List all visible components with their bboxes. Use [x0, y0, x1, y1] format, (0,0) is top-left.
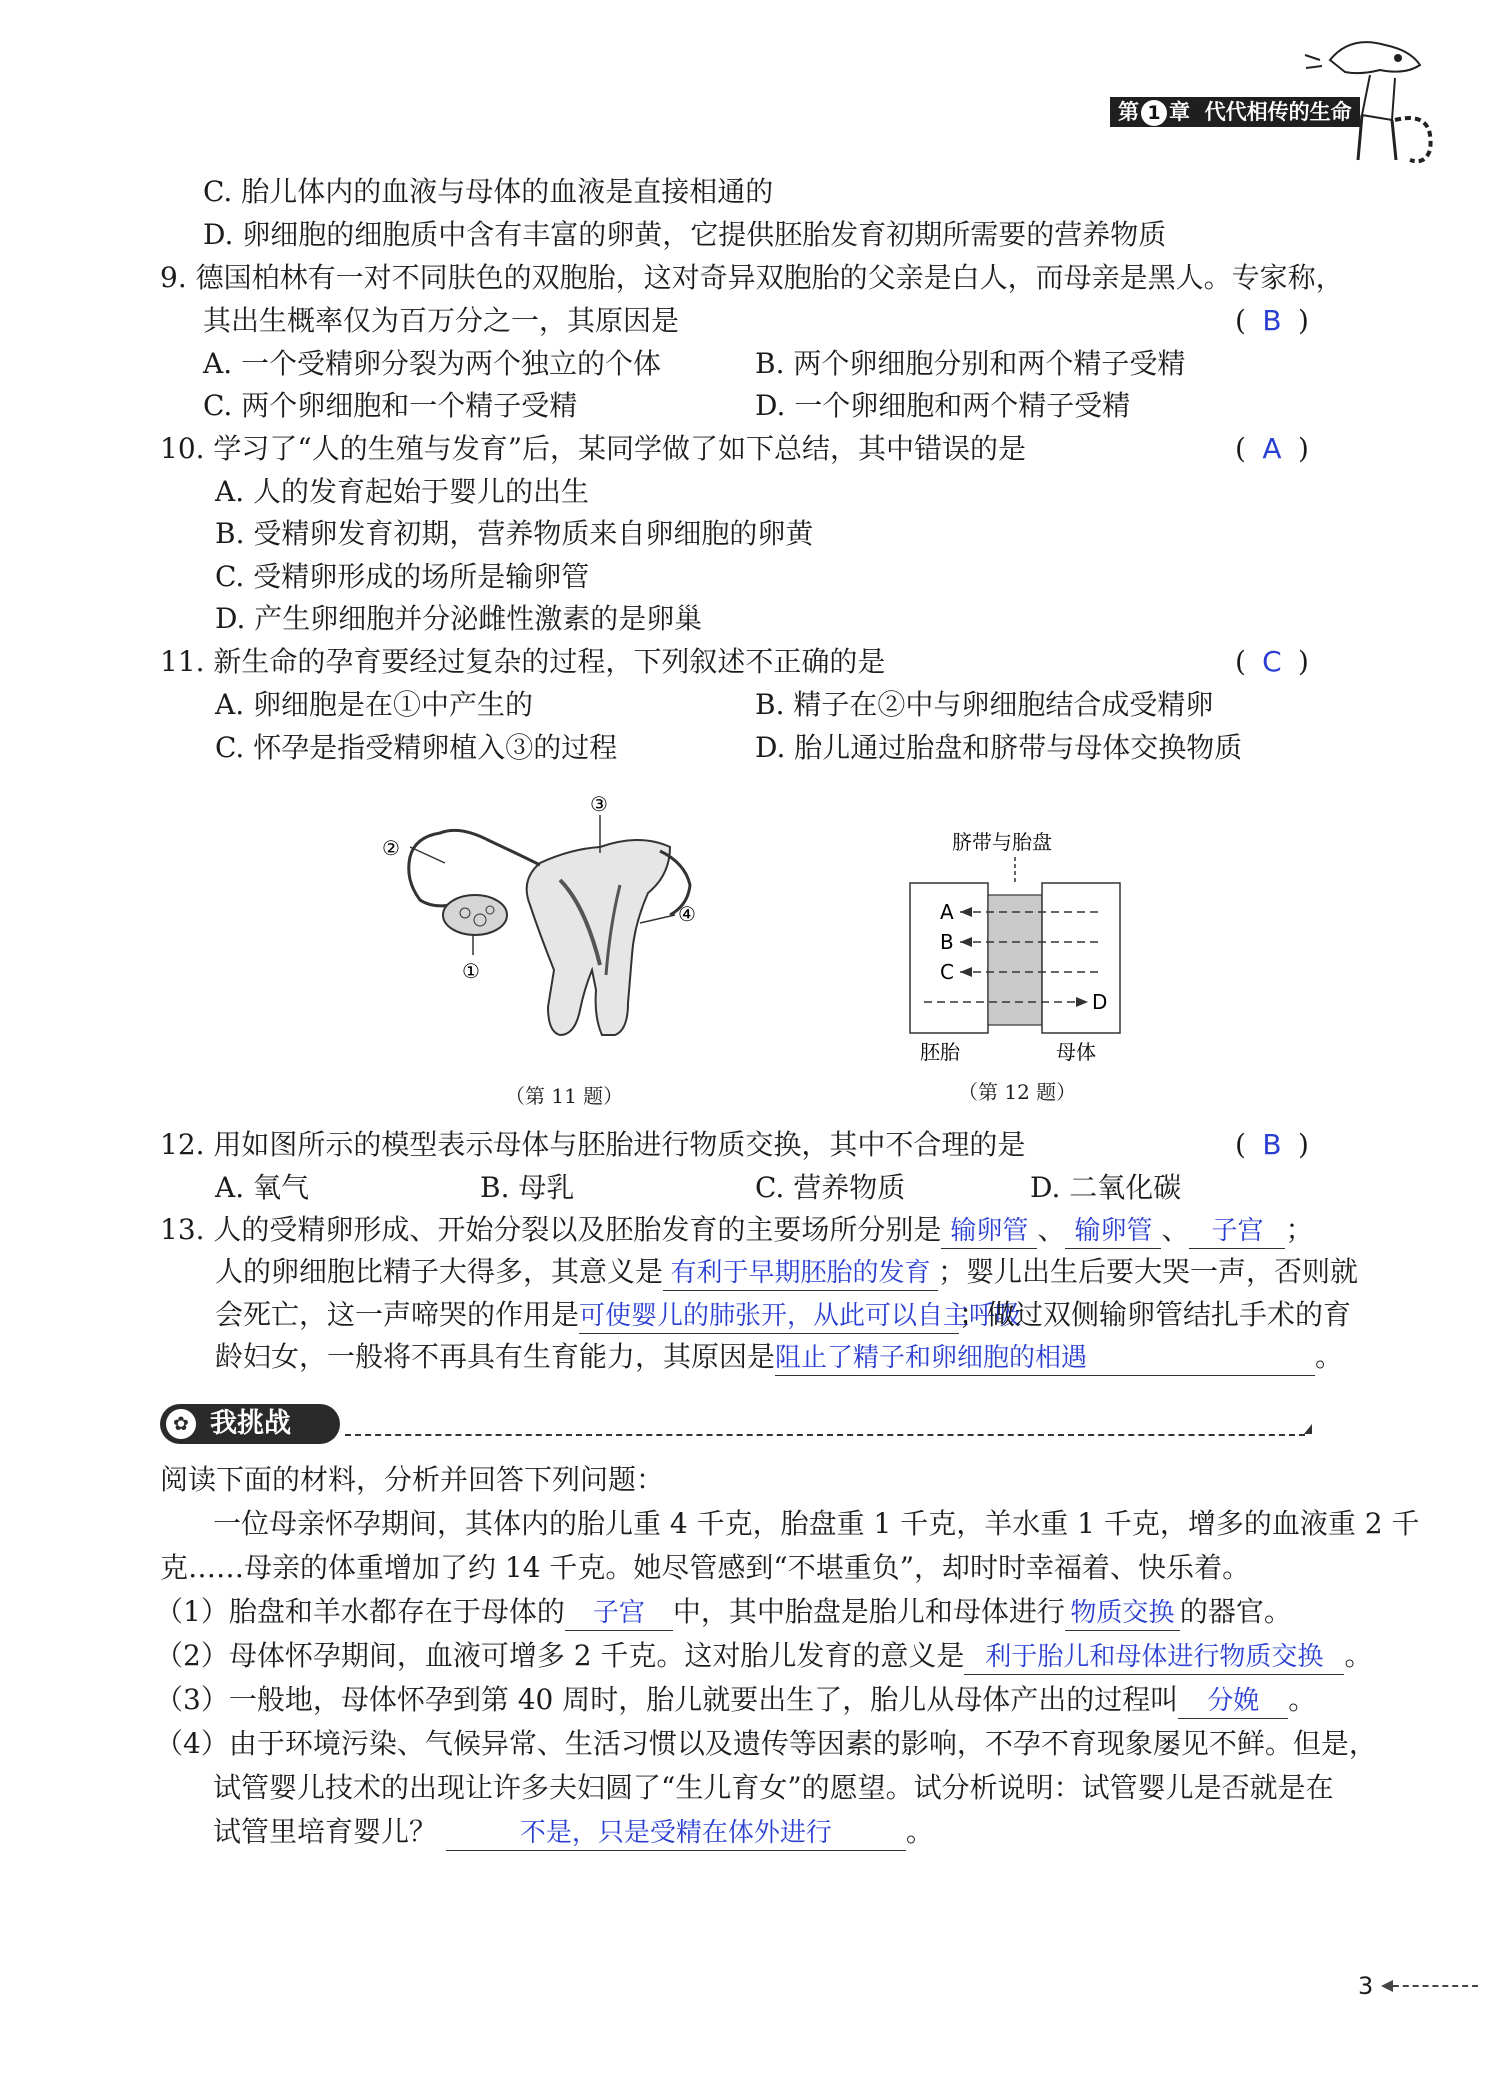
fig12-label-b: B	[940, 930, 954, 954]
q12-option-a: A. 氧气	[215, 1171, 310, 1204]
q13-line4-post: 。	[1315, 1340, 1344, 1373]
q13-line3-post: ；做过双侧输卵管结扎手术的育	[959, 1298, 1352, 1331]
chapter-number: 1	[1141, 100, 1167, 126]
q8-option-d: D. 卵细胞的细胞质中含有丰富的卵黄，它提供胚胎发育初期所需要的营养物质	[203, 218, 1167, 251]
challenge-paragraph-2: 克……母亲的体重增加了约 14 千克。她尽管感到“不堪重负”，却时时幸福着、快乐着。	[160, 1551, 1251, 1584]
fig12-mother-label: 母体	[1056, 1040, 1096, 1064]
fig12-label-a: A	[940, 900, 954, 924]
q13-answer-3: 子宫	[1211, 1216, 1264, 1246]
sub3-text: （3）一般地，母体怀孕到第 40 周时，胎儿就要出生了，胎儿从母体产出的过程叫	[155, 1683, 1179, 1716]
q13-line2-text: 人的卵细胞比精子大得多，其意义是	[215, 1255, 664, 1288]
sub3-answer: 分娩	[1207, 1686, 1260, 1716]
sub2-post: 。	[1344, 1639, 1373, 1672]
q10-option-b: B. 受精卵发育初期，营养物质来自卵细胞的卵黄	[215, 517, 814, 550]
q9-answer[interactable]: B	[1262, 304, 1282, 337]
sub3-blank[interactable]	[1178, 1683, 1288, 1719]
chapter-prefix: 第	[1118, 100, 1139, 124]
q11-answer[interactable]: C	[1262, 645, 1282, 678]
q11-stem: 11. 新生命的孕育要经过复杂的过程，下列叙述不正确的是	[160, 645, 886, 678]
q13-line1-text: 13. 人的受精卵形成、开始分裂以及胚胎发育的主要场所分别是	[160, 1213, 942, 1246]
challenge-paragraph-1: 一位母亲怀孕期间，其体内的胎儿重 4 千克，胎盘重 1 千克，羊水重 1 千克，增多的血液重 2 千	[213, 1507, 1420, 1540]
q12-stem: 12. 用如图所示的模型表示母体与胚胎进行物质交换，其中不合理的是	[160, 1128, 1026, 1161]
q13-line3	[215, 1295, 1351, 1335]
q13-blank-3[interactable]	[1189, 1213, 1285, 1249]
section-divider-end-icon	[1304, 1424, 1312, 1434]
uterus-shape	[527, 840, 670, 1035]
figure-11-caption: （第 11 题）	[505, 1084, 624, 1108]
sub1-text: （1）胎盘和羊水都存在于母体的	[155, 1595, 565, 1628]
q13-answer-1: 输卵管	[950, 1216, 1029, 1246]
chapter-suffix: 章	[1169, 100, 1190, 124]
challenge-sub-3	[155, 1680, 1316, 1720]
sub4-text: 试管里培育婴儿？	[213, 1815, 438, 1848]
sub1-post: 的器官。	[1179, 1595, 1292, 1628]
q9-option-b: B. 两个卵细胞分别和两个精子受精	[755, 347, 1186, 380]
page-number: 3	[1358, 1972, 1374, 2000]
sub2-text: （2）母体怀孕期间，血液可增多 2 千克。这对胎儿发育的意义是	[155, 1639, 965, 1672]
q11-option-b: B. 精子在②中与卵细胞结合成受精卵	[755, 688, 1214, 721]
q13-blank-5[interactable]	[579, 1298, 1022, 1334]
q8-option-c: C. 胎儿体内的血液与母体的血液是直接相通的	[203, 175, 774, 208]
q13-answer-2: 输卵管	[1074, 1216, 1153, 1246]
q12-option-b: B. 母乳	[480, 1171, 575, 1204]
q13-answer-5: 可使婴儿的肺张开，从此可以自主呼吸	[579, 1301, 1022, 1331]
fig11-label-3: ③	[590, 792, 608, 816]
page-arrow-icon	[1383, 1985, 1478, 1987]
q13-line2	[215, 1252, 1358, 1292]
q9-answer-paren: ( B )	[1235, 301, 1309, 341]
q13-blank-1[interactable]	[941, 1213, 1037, 1249]
q10-option-d: D. 产生卵细胞并分泌雌性激素的是卵巢	[215, 602, 703, 635]
challenge-sub-4-line3	[213, 1812, 934, 1852]
q13-blank-4[interactable]	[663, 1255, 938, 1291]
q10-option-a: A. 人的发育起始于婴儿的出生	[215, 475, 590, 508]
q13-answer-6: 阻止了精子和卵细胞的相遇	[775, 1343, 1088, 1373]
q11-option-d: D. 胎儿通过胎盘和脐带与母体交换物质	[755, 731, 1243, 764]
q9-option-a: A. 一个受精卵分裂为两个独立的个体	[203, 347, 662, 380]
q12-answer[interactable]: B	[1262, 1128, 1282, 1161]
mascot-illustration	[1300, 20, 1450, 170]
sub2-blank[interactable]	[964, 1639, 1344, 1675]
q12-option-c: C. 营养物质	[755, 1171, 906, 1204]
mother-box	[1042, 883, 1120, 1033]
q11-option-c: C. 怀孕是指受精卵植入③的过程	[215, 731, 618, 764]
sub1-answer-2: 物质交换	[1070, 1598, 1175, 1628]
fig11-label-2: ②	[382, 836, 400, 860]
sub1-mid: 中，其中胎盘是胎儿和母体进行	[672, 1595, 1065, 1628]
q13-line4-text: 龄妇女，一般将不再具有生育能力，其原因是	[215, 1340, 776, 1373]
figure-12-caption: （第 12 题）	[958, 1080, 1077, 1104]
challenge-sub-4-line1: （4）由于环境污染、气候异常、生活习惯以及遗传等因素的影响，不孕不育现象屡见不鲜。但是，	[155, 1727, 1377, 1760]
sub1-blank-1[interactable]	[565, 1595, 673, 1631]
sub1-blank-2[interactable]	[1065, 1595, 1180, 1631]
q12-option-d: D. 二氧化碳	[1030, 1171, 1182, 1204]
q13-blank-2[interactable]	[1065, 1213, 1161, 1249]
chapter-header	[1118, 97, 1352, 127]
lightbulb-icon: ✿	[166, 1409, 196, 1439]
figure-12-exchange-model	[880, 825, 1140, 1065]
sub1-answer-1: 子宫	[592, 1598, 645, 1628]
fig12-title: 脐带与胎盘	[952, 830, 1052, 854]
sub3-post: 。	[1288, 1683, 1317, 1716]
q10-stem: 10. 学习了“人的生殖与发育”后，某同学做了如下总结，其中错误的是	[160, 432, 1027, 465]
figure-11-uterus-diagram	[370, 785, 730, 1085]
q11-option-a: A. 卵细胞是在①中产生的	[215, 688, 534, 721]
q12-answer-paren: ( B )	[1235, 1125, 1309, 1165]
challenge-section-title: 我挑战	[210, 1408, 291, 1439]
fig11-label-4: ④	[678, 902, 696, 926]
placenta-band	[988, 895, 1042, 1025]
q9-stem-line2: 其出生概率仅为百万分之一，其原因是	[203, 304, 680, 337]
chapter-title: 代代相传的生命	[1204, 100, 1352, 124]
sub4-blank[interactable]	[446, 1815, 906, 1851]
q13-line4	[215, 1337, 1343, 1377]
section-divider	[345, 1434, 1305, 1436]
q10-option-c: C. 受精卵形成的场所是输卵管	[215, 560, 590, 593]
fig12-embryo-label: 胚胎	[920, 1040, 960, 1064]
challenge-intro: 阅读下面的材料，分析并回答下列问题：	[160, 1463, 665, 1496]
q9-stem-line1: 9. 德国柏林有一对不同肤色的双胞胎，这对奇异双胞胎的父亲是白人，而母亲是黑人。专家称，	[160, 261, 1344, 294]
q9-option-c: C. 两个卵细胞和一个精子受精	[203, 389, 578, 422]
q13-sep-1: 、	[1037, 1213, 1066, 1246]
sub2-answer: 利于胎儿和母体进行物质交换	[985, 1642, 1324, 1672]
challenge-section-badge	[160, 1404, 340, 1444]
sub4-answer: 不是，只是受精在体外进行	[519, 1818, 832, 1848]
q13-line1	[160, 1210, 1313, 1250]
q13-line3-text: 会死亡，这一声啼哭的作用是	[215, 1298, 580, 1331]
challenge-sub-1	[155, 1592, 1292, 1632]
fig12-label-d: D	[1092, 990, 1108, 1014]
q11-answer-paren: ( C )	[1235, 642, 1309, 682]
fig12-label-c: C	[940, 960, 954, 984]
ovary	[443, 895, 507, 935]
q13-sep-2: 、	[1161, 1213, 1190, 1246]
q13-answer-4: 有利于早期胚胎的发育	[670, 1258, 931, 1288]
q13-line1-end: ；	[1285, 1213, 1314, 1246]
challenge-sub-2	[155, 1636, 1372, 1676]
fig11-label-1: ①	[462, 959, 480, 983]
q10-answer-paren: ( A )	[1235, 429, 1309, 469]
q13-line2-post: ；婴儿出生后要大哭一声，否则就	[938, 1255, 1359, 1288]
q13-blank-6[interactable]	[775, 1340, 1315, 1376]
q10-answer[interactable]: A	[1262, 432, 1282, 465]
challenge-sub-4-line2: 试管婴儿技术的出现让许多夫妇圆了“生儿育女”的愿望。试分析说明：试管婴儿是否就是在	[213, 1771, 1334, 1804]
q9-option-d: D. 一个卵细胞和两个精子受精	[755, 389, 1131, 422]
sub4-post: 。	[905, 1815, 934, 1848]
